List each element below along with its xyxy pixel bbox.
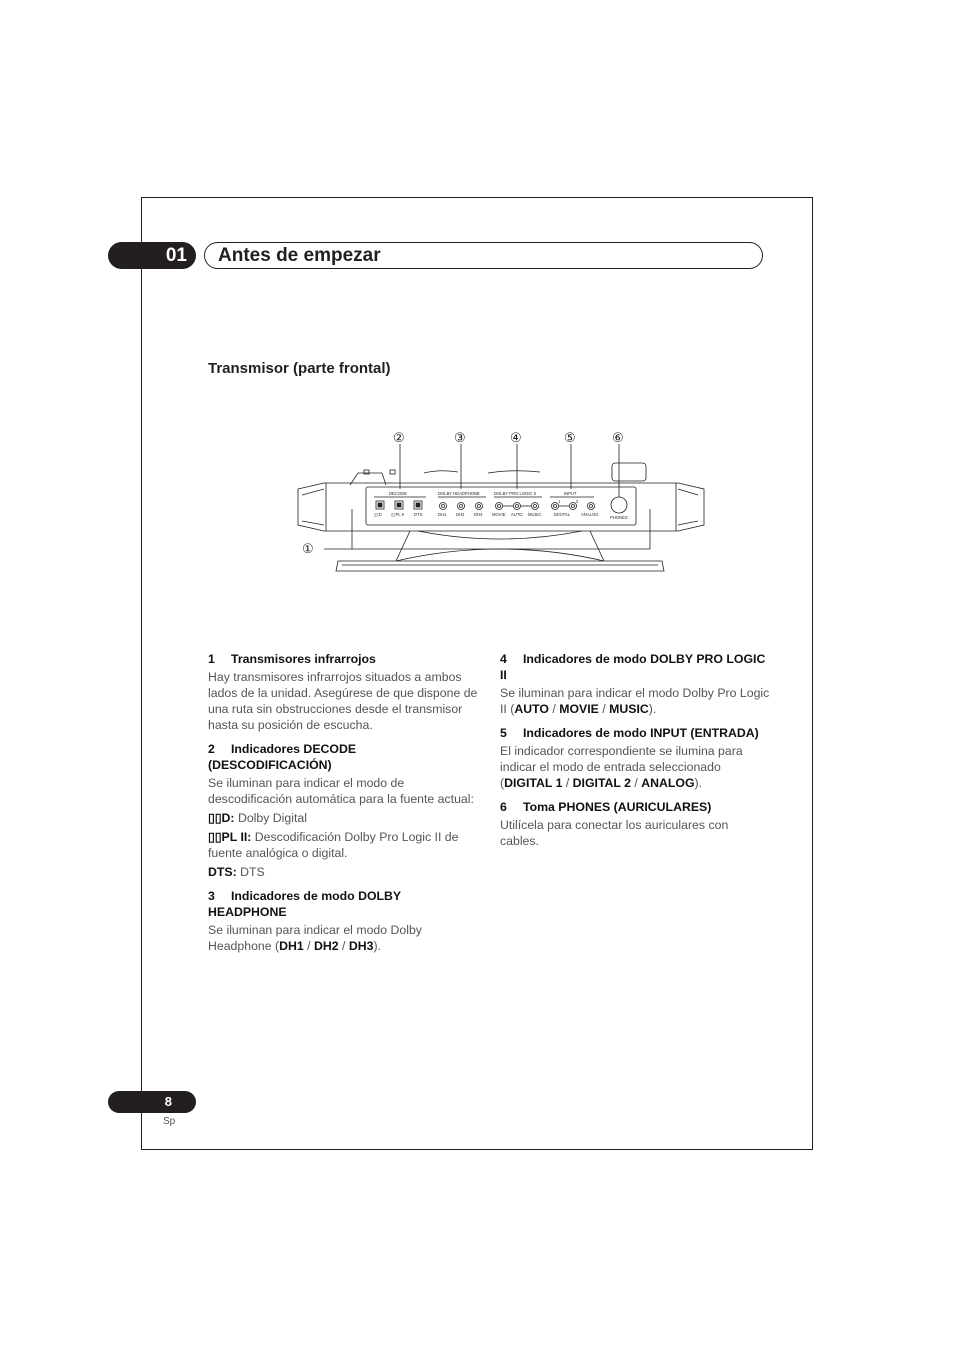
page-language: Sp	[163, 1116, 176, 1127]
callout-3: ③	[454, 430, 466, 445]
list-item	[208, 651, 480, 733]
sub-text: DTS	[240, 865, 265, 879]
item-heading: Indicadores de modo DOLBY HEADPHONE	[208, 889, 401, 919]
sub-label: ▯▯PL II:	[208, 830, 252, 844]
chapter-title: Antes de empezar	[218, 245, 381, 266]
panel-label-decode: DECODE	[389, 491, 407, 496]
item-heading: Indicadores de modo INPUT (ENTRADA)	[523, 726, 759, 740]
callout-4: ④	[510, 430, 522, 445]
item-text: El indicador correspondiente se ilumina para indicar el modo de entrada seleccionado (DIGITAL 1 / DIGITAL 2 / ANALOG).	[500, 744, 743, 790]
panel-label-movie: MOVIE	[492, 512, 506, 517]
panel-label-music: MUSIC	[528, 512, 542, 517]
decode-mode-dts	[208, 864, 480, 880]
panel-label-input: INPUT	[564, 491, 577, 496]
callout-5: ⑤	[564, 430, 576, 445]
panel-label-digital-1: 1	[558, 499, 561, 504]
sub-label: DTS:	[208, 865, 237, 879]
panel-label-dpl: ▯▯PL Ⅱ	[391, 512, 404, 517]
sub-text: Descodificación Dolby Pro Logic II de fuente analógica o digital.	[208, 830, 459, 860]
list-item	[500, 799, 770, 849]
panel-label-dh1: DH1	[438, 512, 447, 517]
item-text: Se iluminan para indicar el modo de descodificación automática para la fuente actual:	[208, 776, 474, 806]
chapter-number-badge: 01	[108, 242, 196, 269]
list-item	[208, 741, 480, 880]
item-number: 1	[208, 652, 215, 666]
sub-label: ▯▯D:	[208, 811, 235, 825]
item-number: 4	[500, 652, 507, 666]
section-title: Transmisor (parte frontal)	[208, 360, 391, 377]
panel-label-dts: DTS	[414, 512, 423, 517]
item-heading: Transmisores infrarrojos	[231, 652, 376, 666]
right-column	[500, 651, 770, 857]
panel-label-digital-2: 2	[576, 499, 579, 504]
item-heading: Indicadores de modo DOLBY PRO LOGIC II	[500, 652, 766, 682]
panel-label-dh2: DH2	[456, 512, 465, 517]
item-heading: Indicadores DECODE (DESCODIFICACIÓN)	[208, 742, 357, 772]
item-heading: Toma PHONES (AURICULARES)	[523, 800, 712, 814]
item-number: 3	[208, 889, 215, 903]
panel-label-auto: AUTO	[511, 512, 523, 517]
panel-label-dh3: DH3	[474, 512, 483, 517]
page-number-badge: 8	[108, 1091, 196, 1113]
item-number: 2	[208, 742, 215, 756]
decode-mode-dd	[208, 810, 480, 826]
sub-text: Dolby Digital	[237, 811, 307, 825]
callout-2: ②	[393, 430, 405, 445]
panel-label-digital: DIGITAL	[554, 512, 570, 517]
panel-label-phones: PHONES	[610, 515, 628, 520]
panel-label-dolby-headphone: DOLBY HEADPHONE	[438, 491, 480, 496]
transmitter-front-diagram	[290, 425, 710, 585]
panel-label-dolby-pro-logic: DOLBY PRO LOGIC Ⅱ	[494, 491, 536, 496]
item-text: Hay transmisores infrarrojos situados a ambos lados de la unidad. Asegúrese de que dispone de una ruta sin obstrucciones desde el transmisor hasta su posición de escucha.	[208, 670, 478, 732]
list-item	[208, 888, 480, 954]
decode-mode-dpl	[208, 829, 480, 861]
list-item	[500, 651, 770, 717]
callout-1: ①	[302, 541, 314, 556]
panel-label-analog: ANALOG	[581, 512, 599, 517]
item-text: Utilícela para conectar los auriculares con cables.	[500, 818, 729, 848]
item-text: Se iluminan para indicar el modo Dolby Pro Logic II (AUTO / MOVIE / MUSIC).	[500, 686, 770, 716]
item-number: 5	[500, 726, 507, 740]
list-item	[500, 725, 770, 791]
item-number: 6	[500, 800, 507, 814]
left-column	[208, 651, 480, 962]
callout-6: ⑥	[612, 430, 624, 445]
panel-label-dd: ▯▯D	[374, 512, 382, 517]
item-text: Se iluminan para indicar el modo Dolby Headphone (DH1 / DH2 / DH3).	[208, 923, 422, 953]
